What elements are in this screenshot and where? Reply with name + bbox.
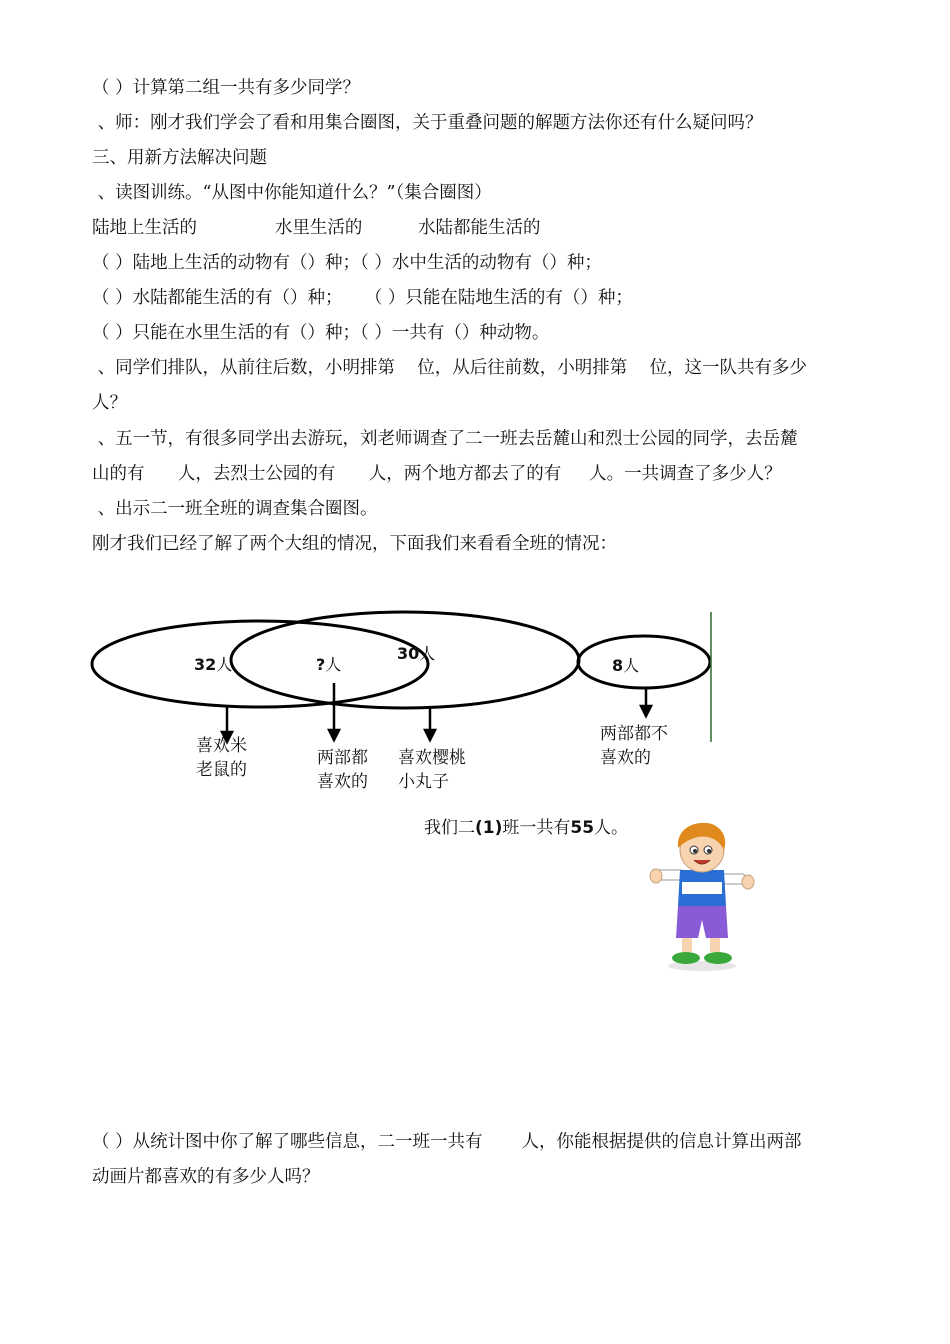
label-neither: 两部都不 喜欢的 [600,724,668,768]
label-both: 两部都 喜欢的 [317,748,368,792]
final-question-cont: 动画片都喜欢的有多少人吗？ [92,1167,320,1187]
mayday-problem: 、五一节，有很多同学出去游玩，刘老师调查了二一班去岳麓山和烈士公园的同学，去岳麓 [92,429,798,449]
arrow-both-head [329,730,339,740]
boy-cartoon-icon [646,820,758,972]
arrow-maruko-head [425,730,435,740]
section-heading: 三、用新方法解决问题 [92,148,267,168]
arrow-neither-head [641,706,651,716]
reading-exercise: 、读图训练。“从图中你能知道什么？”（集合圈图） [92,183,492,203]
count-both: ?人 [316,655,342,674]
set-labels: 陆地上生活的 水里生活的 水陆都能生活的 [92,218,541,238]
label-maruko: 喜欢樱桃 小丸子 [398,748,466,792]
blank-line-2: （ ）水陆都能生活的有（）种； （ ）只能在陆地生活的有（）种； [92,288,633,308]
blank-line-1: （ ）陆地上生活的动物有（）种；（ ）水中生活的动物有（）种； [92,253,602,273]
class-total: 我们二(1)班一共有55人。 [424,818,629,838]
final-question: （ ）从统计图中你了解了哪些信息，二一班一共有 人，你能根据提供的信息计算出两部 [92,1132,802,1152]
show-diagram-line: 、出示二一班全班的调查集合圈图。 [92,499,378,519]
label-mickey: 喜欢米 老鼠的 [196,736,247,780]
intro-line: 刚才我们已经了解了两个大组的情况，下面我们来看看全班的情况： [92,534,617,554]
queue-problem: 、同学们排队，从前往后数，小明排第 位，从后往前数，小明排第 位，这一队共有多少 [92,358,808,378]
queue-problem-cont: 人？ [92,393,127,413]
count-maruko: 30人 [397,644,436,663]
question-line-1: （ ）计算第二组一共有多少同学？ [92,78,361,98]
teacher-line: 、师：刚才我们学会了看和用集合圈图，关于重叠问题的解题方法你还有什么疑问吗？ [92,113,763,133]
mayday-problem-cont: 山的有 人，去烈士公园的有 人，两个地方都去了的有 人。一共调查了多少人？ [92,464,782,484]
count-neither: 8人 [612,656,640,675]
blank-line-3: （ ）只能在水里生活的有（）种；（ ）一共有（）种动物。 [92,323,550,343]
count-mickey: 32人 [194,655,233,674]
ellipse-neither [578,636,710,688]
